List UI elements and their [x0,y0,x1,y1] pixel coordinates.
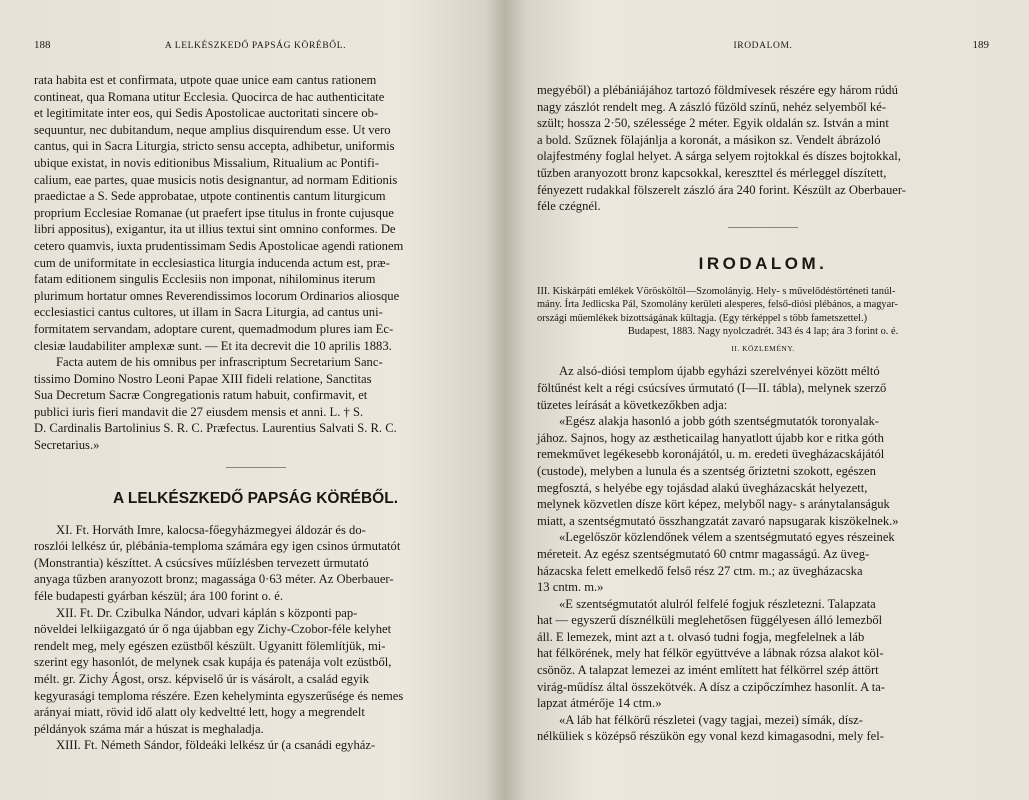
text-line: et legitimitate inter eos, qui Sedis Apostolicae auctoritati sincere ob- [34,106,379,121]
left-running-title: A LELKÉSZKEDŐ PAPSÁG KÖRÉBŐL. [164,41,347,51]
text-line: növeldei lelkiigazgató úr ő nga újabban egy Zichy-Czobor-féle kelyhet [34,622,392,637]
news-text [34,522,477,754]
left-page [0,0,505,800]
text-line: formitatem servandam, adoptare curent, quemadmodum plures iam Ec- [34,321,394,336]
section-heading: IRODALOM. [698,253,828,273]
text-line: Sua Decretum Sacræ Congregationis ratum habuit, confirmavit, et [34,388,368,403]
text-line: D. Cardinalis Bartolinius S. R. C. Præfectus. Laurentius Salvati S. R. C. [34,421,397,436]
text-line: megyéből) a plébániájához tartozó földmívesek részére egy három rúdú [537,83,898,97]
text-line: rendelt meg, mely egészen ezüstből készült. Ugyanitt fölemlítjük, mi- [34,638,386,653]
text-line: miatt, a szentségmutató összhangzatát zavaró napsugarak kiszökelnek.» [537,513,899,528]
text-line: «Legelőször közlendőnek vélem a szentségmutató egyes részeinek [559,530,895,545]
text-line: szerint egy hasonlót, de melynek csak kupája és patenája volt ezüstből, [34,655,392,670]
subsection-label: II. KÖZLEMÉNY. [731,344,795,354]
text-line: remekművet legékesebb koronájától, u. m. eredeti üvegházacskájától [537,447,885,462]
text-line: (Monstrantia) készíttet. A csúcsíves műízlésben tervezett úrmutató [34,555,369,570]
bibliography-entry [537,285,989,339]
text-line: publici iuris fieri mandavit die 27 eiusdem mensis et anni. L. † S. [34,404,364,419]
text-line: XII. Ft. Dr. Czibulka Nándor, udvari káplán s központi pap- [56,605,358,620]
text-line: anyaga tűzben aranyozott bronz; magassága 0·63 méter. Az Oberbauer- [34,572,394,587]
text-line: plurimum hortatur omnes Reverendissimos locorum Ordinarios aliosque [34,288,400,303]
text-line: cum de uniformitate in ecclesiastica liturgia inducenda actum est, præ- [34,255,390,270]
latin-decree-text [34,72,477,454]
right-page [505,0,1029,800]
text-line: tissimo Domino Nostro Leoni Papae XIII fideli relatione, Sanctitas [34,371,372,386]
text-line: példányok száma már a húszat is meghaladja. [34,721,264,736]
text-line: fatam editionem singulis Ecclesiis non imponat, nihilominus iterum [34,272,376,287]
text-line: lapzat átmérője 14 ctm.» [537,696,662,711]
text-line: megfosztá, s helyébe egy tojásdad alakú üvegházacskát helyezett, [537,480,868,495]
text-line: cetero quamvis, iuxta prudentissimam Sedis Apostolicae agendi rationem [34,238,404,253]
text-line: szült; hossza 2·50, szélessége 2 méter. Egyik oldalán sz. István a mint [537,116,889,131]
text-line: a bold. Szűznek fölajánlja a koronát, a másikon sz. Vendelt ábrázoló [537,132,881,147]
text-line: XIII. Ft. Németh Sándor, földeáki lelkész úr (a csanádi egyház- [56,738,376,753]
text-line: (custode), melyben a lunula és a szentség őriztetni szokott, egészen [537,463,876,478]
text-line: csönöz. A talapzat lemezei az imént említett hat félkörrel szép áttört [537,663,879,678]
text-line: kegyurasági temploma részére. Ezen kehelyminta egyszerűsége és nemes [34,688,404,703]
right-page-number: 189 [972,39,989,51]
biblio-line: országi műemlékek bizottságának kültagja. (Egy térképpel s több fametszettel.) [537,312,868,324]
text-line: clesiæ laudabiliter amplexæ sunt. — Et ita decrevit die 10 aprilis 1883. [34,338,392,353]
text-line: Az alsó-diósi templom újabb egyházi szerelvényei között méltó [559,364,880,379]
section-heading: A LELKÉSZKEDŐ PAPSÁG KÖRÉBŐL. [112,489,399,507]
right-running-head [537,41,989,57]
review-text [537,363,989,745]
text-line: fényezett rudakkal fölszerelt zászló ára 240 forint. Készült az Oberbauer- [537,182,906,197]
text-line: libri appositus), exigantur, ita ut illius textui sint omnino conformes. De [34,222,396,237]
text-line: nagy zászlót rendelt meg. A zászló fűzöld színű, nehéz selyemből ké- [537,99,887,114]
text-line: «A láb hat félkörű részletei (vagy tagjai, mezei) símák, dísz- [559,712,863,727]
left-page-number: 188 [34,39,51,51]
text-line: «E szentségmutatót alulról felfelé fogjuk részletezni. Talapzata [559,596,876,611]
text-line: roszlói lelkész úr, plébánia-temploma számára egy igen csinos úrmutatót [34,539,401,554]
text-line: «Egész alakja hasonló a jobb góth szentségmutatók toronyalak- [559,414,880,429]
text-line: hat — egyszerű dísznélküli meglehetősen függélyesen álló lemezből [537,613,883,628]
text-line: contineat, qua Romana utitur Ecclesia. Quocirca de hac authenticitate [34,89,385,104]
text-line: jához. Sajnos, hogy az æstheticailag hanyatlott újabb kor e ritka góth [537,430,884,445]
text-line: ubique existat, in novis editionibus Missalium, Ritualium ac Pontifi- [34,155,379,170]
text-line: féle budapesti gyárban készül; ára 100 forint o. é. [34,589,283,604]
text-line: tüzetes leírását a következőkben adja: [537,397,728,412]
text-line: cantus, qui in Sacra Liturgia, stricto sensu accepta, adhibetur, uniformis [34,139,395,154]
text-line: rata habita est et confirmata, utpote quae unice eam cantus rationem [34,73,377,87]
text-line: melynek közvetlen dísze kört képez, melyből nagy- s aránytalanságuk [537,497,890,512]
right-running-title: IRODALOM. [733,41,793,51]
text-line: praedictae a S. Sede approbatae, utpote continentis cantum liturgicum [34,189,386,204]
text-line: proprium Ecclesiae Romanae (ut praefert ipse titulus in fronte cujusque [34,205,394,220]
biblio-line: Budapest, 1883. Nagy nyolczadrét. 343 és 4 lap; ára 3 forint o. é. [627,325,899,337]
text-line: áll. E lemezek, mint azt a t. olvasó tudni fogja, megfelelnek a láb [537,629,865,644]
text-line: mélt. gr. Zichy Ágost, orsz. képviselő úr is vásárolt, a család egyik [34,672,370,686]
text-line: föltűnést kelt a régi csúcsíves úrmutató (I—II. tábla), melynek szerző [537,380,887,395]
left-running-head [34,41,477,57]
text-line: hat félkörének, mely hat félkör együttvéve a lábnak rózsa alakot köl- [537,646,884,661]
flag-description-text [537,82,989,215]
text-line: házacska felett emelkedő felső rész 27 ctm. m.; az üvegházacska [537,563,863,578]
biblio-line: III. Kiskárpáti emlékek Vörösköltöl—Szomolányig. Hely- s művelődéstörténeti tanúl- [537,285,896,297]
text-line: 13 cntm. m.» [537,580,604,595]
text-line: méreteit. Az egész szentségmutató 60 cntmr magasságú. Az üveg- [537,546,870,561]
text-line: virág-műdísz által összekötvék. A dísz a czipőczímhez hasonlít. A ta- [537,679,885,694]
text-line: olajfestmény foglal helyet. A sárga selyem rojtokkal és díszes bojtokkal, [537,149,901,164]
text-line: tűzben aranyozott bronz kapcsokkal, kereszttel és mérleggel díszített, [537,165,887,180]
text-line: calium, eae partes, quae musicis notis designantur, ad normam Editionis [34,172,398,187]
text-line: Facta autem de his omnibus per infrascriptum Secretarium Sanc- [56,355,383,370]
text-line: arányai miatt, rövid idő alatt oly kedveltté lett, hogy a megrendelt [34,705,365,720]
text-line: Secretarius.» [34,438,100,453]
text-line: féle czégnél. [537,199,601,214]
text-line: XI. Ft. Horváth Imre, kalocsa-főegyházmegyei áldozár és do- [56,522,366,537]
text-line: nélküliek s középső részükön egy vonal kezd kimagasodni, mely fel- [537,729,884,744]
text-line: ecclesiastici cantus cultores, ut illam in Sacra Liturgia, ad cantus uni- [34,305,383,320]
text-line: sequuntur, nec dubitandum, neque amplius disquirendum esse. Ut vero [34,122,391,137]
biblio-line: mány. Írta Jedlicska Pál, Szomolány kerületi alesperes, felső-diósi plébános, a magyar- [537,299,898,311]
